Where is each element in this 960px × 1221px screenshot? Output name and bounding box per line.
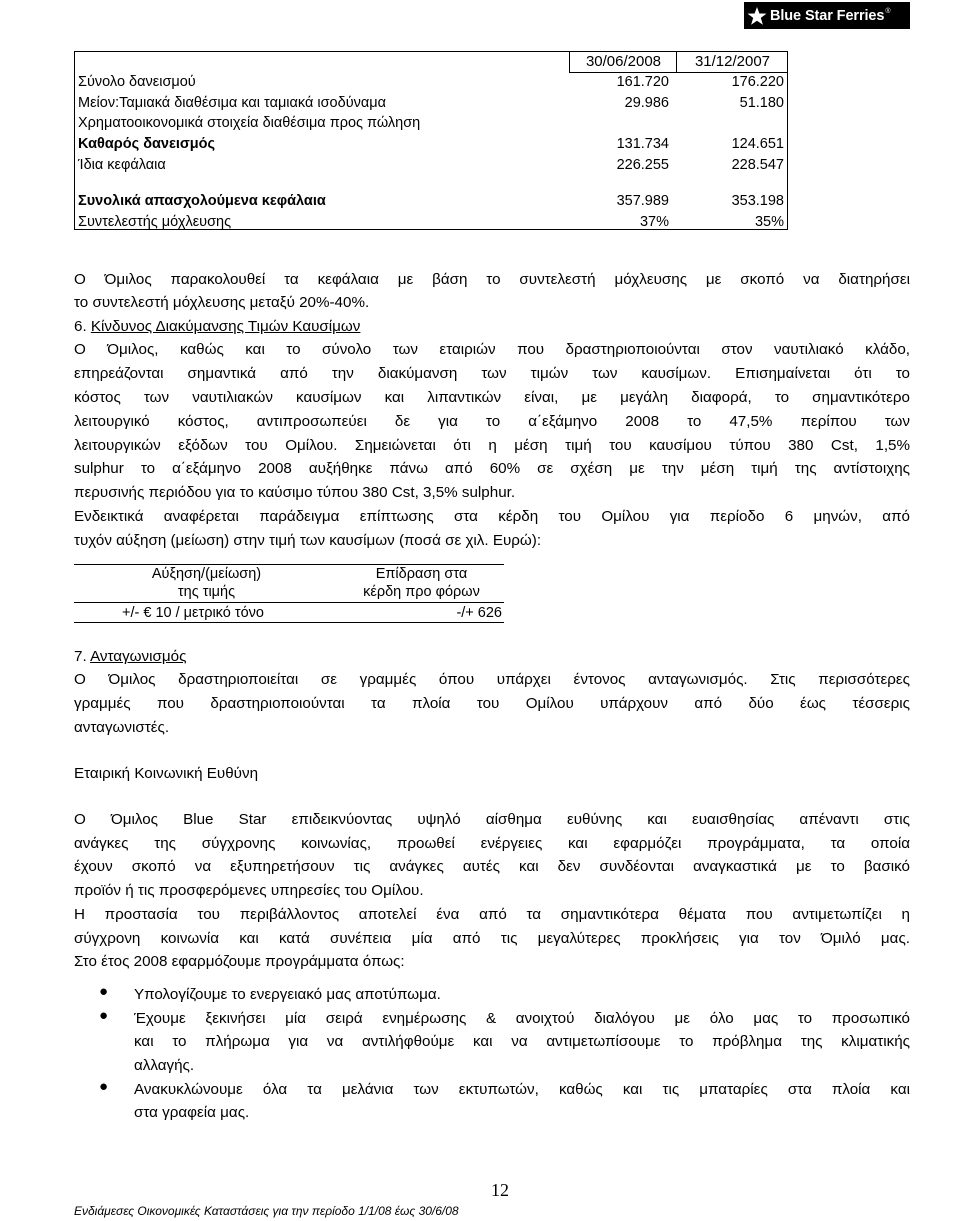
- column-header: Αύξηση/(μείωση): [151, 566, 262, 582]
- csr-heading: Εταιρική Κοινωνική Ευθύνη: [74, 765, 259, 782]
- value-2007: 51.180: [739, 95, 784, 111]
- logo-text: Blue Star Ferries: [770, 7, 885, 24]
- company-logo: [744, 2, 910, 29]
- star-icon: [744, 2, 770, 29]
- csr-line: έχουν σκοπό να εξυπηρετήσουν τις ανάγκες αυτές και δεν συνδέονται αναγκαστικά με το βασικό: [74, 858, 910, 875]
- row-label: Συνολικά απασχολούμενα κεφάλαια: [78, 193, 326, 209]
- bullet-line: αλλαγής.: [134, 1057, 195, 1074]
- table-row: [75, 113, 787, 133]
- section-6-line: κόστος των ναυτιλιακών καυσίμων και λιπαντικών είναι, με μεγάλη διαφορά, το σημαντικότερο: [74, 389, 910, 406]
- section-6-line: λειτουργικών εξόδων του Ομίλου. Σημειώνεται ότι η μέση τιμή του καυσίμου τύπου 380 Cst, 1,5%: [74, 437, 910, 454]
- csr-line: Ο Όμιλος Blue Star επιδεικνύοντας υψηλό αίσθημα ευθύνης και ευαισθησίας απέναντι στις: [74, 811, 910, 828]
- column-header-2007: 31/12/2007: [676, 52, 788, 73]
- section-6-line: λειτουργικό κόστος, αντιπροσωπεύει δε για το α΄εξάμηνο 2008 το 47,5% περίπου των: [74, 413, 910, 430]
- table-row: [75, 72, 787, 92]
- column-header: της τιμής: [177, 584, 236, 600]
- column-header: Επίδραση στα: [375, 566, 468, 582]
- value-2008: 37%: [639, 214, 669, 230]
- section-number: 6.: [74, 318, 91, 335]
- value-2007: 176.220: [731, 74, 784, 90]
- table-row: [75, 93, 787, 113]
- value-2007: 353.198: [731, 193, 784, 209]
- section-6-line: επηρεάζονται σημαντικά από την διακύμανση των τιμών των καυσίμων. Επισημαίνεται ότι το: [74, 365, 910, 382]
- logo-registered-mark: ®: [885, 8, 891, 15]
- value-2008: 29.986: [624, 95, 669, 111]
- value-2007: 124.651: [731, 136, 784, 152]
- section-6-line: τυχόν αύξηση (μείωση) στην τιμή των καυσίμων (ποσά σε χιλ. Ευρώ):: [74, 532, 542, 549]
- section-7-heading: [74, 645, 910, 668]
- row-label: Συντελεστής μόχλευσης: [78, 214, 232, 230]
- csr-line: Στο έτος 2008 εφαρμόζουμε προγράμματα όπως:: [74, 953, 405, 970]
- bullet-icon: ●: [99, 983, 109, 1000]
- value-2008: 131.734: [616, 136, 669, 152]
- csr-line: Η προστασία του περιβάλλοντος αποτελεί ένα από τα σημαντικότερα θέματα που αντιμετωπίζει η: [74, 906, 910, 923]
- row-label: Χρηματοοικονομικά στοιχεία διαθέσιμα προς πώληση: [78, 115, 421, 131]
- column-header: κέρδη προ φόρων: [363, 584, 480, 600]
- bullet-icon: ●: [99, 1078, 109, 1095]
- price-change-value: +/- € 10 / μετρικό τόνο: [122, 605, 264, 621]
- bullet-icon: ●: [99, 1007, 109, 1024]
- bullet-line: και το πλήρωμα για να αντιλήφθούμε και να αντιμετωπίσουμε το πρόβλημα της κλιματικής: [134, 1033, 910, 1050]
- value-2007: 35%: [754, 214, 784, 230]
- table-row: [75, 134, 787, 154]
- section-6-heading: [74, 315, 910, 338]
- page-number: 12: [491, 1180, 509, 1200]
- table-row: [75, 191, 787, 211]
- section-number: 7.: [74, 648, 91, 665]
- csr-line: προϊόν ή τις προσφερόμενες υπηρεσίες του Ομίλου.: [74, 882, 424, 899]
- csr-line: ανάγκες της σύγχρονης κοινωνίας, προωθεί ενέργειες και εφαρμόζει προγράμματα, τα οποία: [74, 835, 910, 852]
- csr-line: σύγχρονη κοινωνία και κατά συνέπεια μία από τις μεγαλύτερες προκλήσεις για τον Όμιλό μας.: [74, 930, 910, 947]
- value-2008: 161.720: [616, 74, 669, 90]
- value-2008: 357.989: [616, 193, 669, 209]
- page-footer: Ενδιάμεσες Οικονομικές Καταστάσεις για την περίοδο 1/1/08 έως 30/6/08: [74, 1204, 459, 1218]
- gearing-paragraph-line: Ο Όμιλος παρακολουθεί τα κεφάλαια με βάση το συντελεστή μόχλευσης με σκοπό να διατηρήσει: [74, 271, 910, 288]
- bullet-line: στα γραφεία μας.: [134, 1104, 250, 1121]
- column-header-2008: 30/06/2008: [569, 52, 677, 73]
- row-label: Ίδια κεφάλαια: [78, 157, 166, 173]
- section-title: Κίνδυνος Διακύμανσης Τιμών Καυσίμων: [90, 318, 361, 335]
- value-2007: 228.547: [731, 157, 784, 173]
- bullet-line: Ανακυκλώνουμε όλα τα μελάνια των εκτυπωτών, καθώς και τις μπαταρίες στα πλοία και: [134, 1081, 910, 1098]
- bullet-line: Υπολογίζουμε το ενεργειακό μας αποτύπωμα.: [134, 986, 441, 1003]
- table-row: [75, 212, 787, 232]
- gearing-table: [74, 51, 788, 230]
- section-7-line: γραμμές που δραστηριοποιούνται τα πλοία του Ομίλου υπάρχουν από δύο έως τέσσερις: [74, 695, 910, 712]
- table-row: [75, 155, 787, 175]
- table-row: [74, 602, 504, 623]
- row-label: Καθαρός δανεισμός: [78, 136, 216, 152]
- section-6-line: Ενδεικτικά αναφέρεται παράδειγμα επίπτωσης στα κέρδη του Ομίλου για περίοδο 6 μηνών, από: [74, 508, 910, 525]
- value-2008: 226.255: [616, 157, 669, 173]
- bullet-line: Έχουμε ξεκινήσει μία σειρά ενημέρωσης & ανοιχτού διαλόγου με όλο μας το προσωπικό: [134, 1010, 910, 1027]
- fuel-sensitivity-table: [74, 564, 504, 623]
- section-6-line: Ο Όμιλος, καθώς και το σύνολο των εταιριών που δραστηριοποιούνται στον ναυτιλιακό κλάδο,: [74, 341, 910, 358]
- gearing-paragraph-line: το συντελεστή μόχλευσης μεταξύ 20%-40%.: [74, 294, 370, 311]
- profit-impact-value: -/+ 626: [456, 605, 502, 621]
- row-label: Μείον:Ταμιακά διαθέσιμα και ταμιακά ισοδύναμα: [78, 95, 386, 111]
- section-title: Ανταγωνισμός: [90, 648, 187, 665]
- section-6-line: sulphur το α΄εξάμηνο 2008 αυξήθηκε πάνω από 60% σε σχέση με την μέση τιμή της αντίστοιχης: [74, 460, 910, 477]
- section-7-line: Ο Όμιλος δραστηριοποιείται σε γραμμές όπου υπάρχει έντονος ανταγωνισμός. Στις περισσότερες: [74, 671, 910, 688]
- section-7-line: ανταγωνιστές.: [74, 719, 170, 736]
- section-6-line: περυσινής περιόδου για το καύσιμο τύπου 380 Cst, 3,5% sulphur.: [74, 484, 516, 501]
- row-label: Σύνολο δανεισμού: [78, 74, 196, 90]
